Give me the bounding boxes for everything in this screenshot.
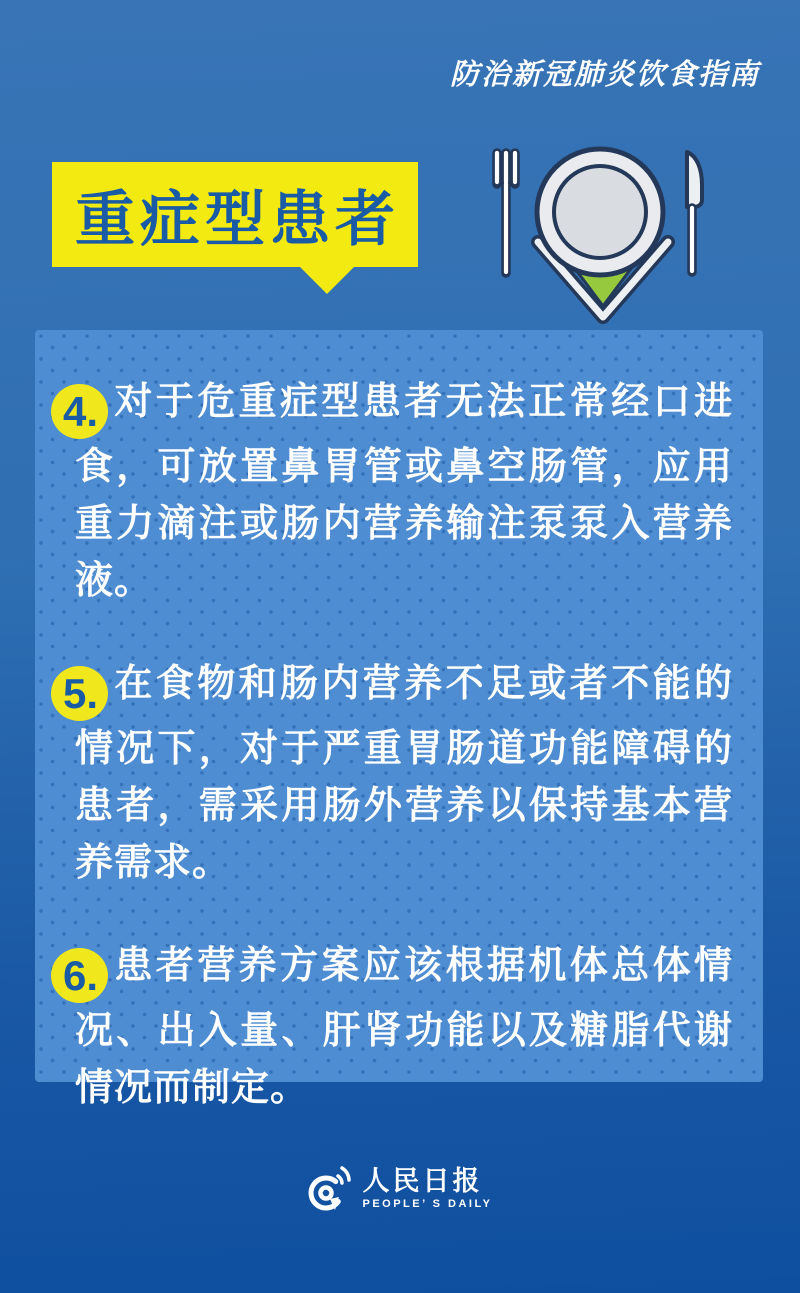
peoples-daily-logo [0,1163,800,1213]
item-number-badge: 6. [51,948,108,1003]
brand-name-en: PEOPLE’ S DAILY [362,1197,493,1210]
peoples-daily-at-icon [307,1163,353,1213]
guidelines-panel [35,330,763,1109]
brand-name-cn: 人民日报 [362,1165,483,1196]
guideline-item-4 [62,374,733,610]
logo-text [362,1167,492,1210]
banner-title: 重症型患者 [75,185,400,253]
guideline-text: 患者营养方案应该根据机体总体情况、出入量、肝肾功能以及糖脂代谢情况而制定。 [75,945,733,1109]
page-title: 防治新冠肺炎饮食指南 [449,59,760,91]
guideline-item-5 [62,656,733,892]
item-number-badge: 4. [51,384,108,439]
item-number-badge: 5. [51,666,108,721]
guideline-item-6 [62,938,733,1117]
guideline-text: 在食物和肠内营养不足或者不能的情况下，对于严重胃肠道功能障碍的患者，需采用肠外营养以保持基本营养需求。 [75,663,733,884]
section-banner [52,162,418,267]
plate-fork-knife-icon [478,138,718,333]
guideline-text: 对于危重症型患者无法正常经口进食，可放置鼻胃管或鼻空肠管，应用重力滴注或肠内营养输注泵泵入营养液。 [75,381,733,602]
